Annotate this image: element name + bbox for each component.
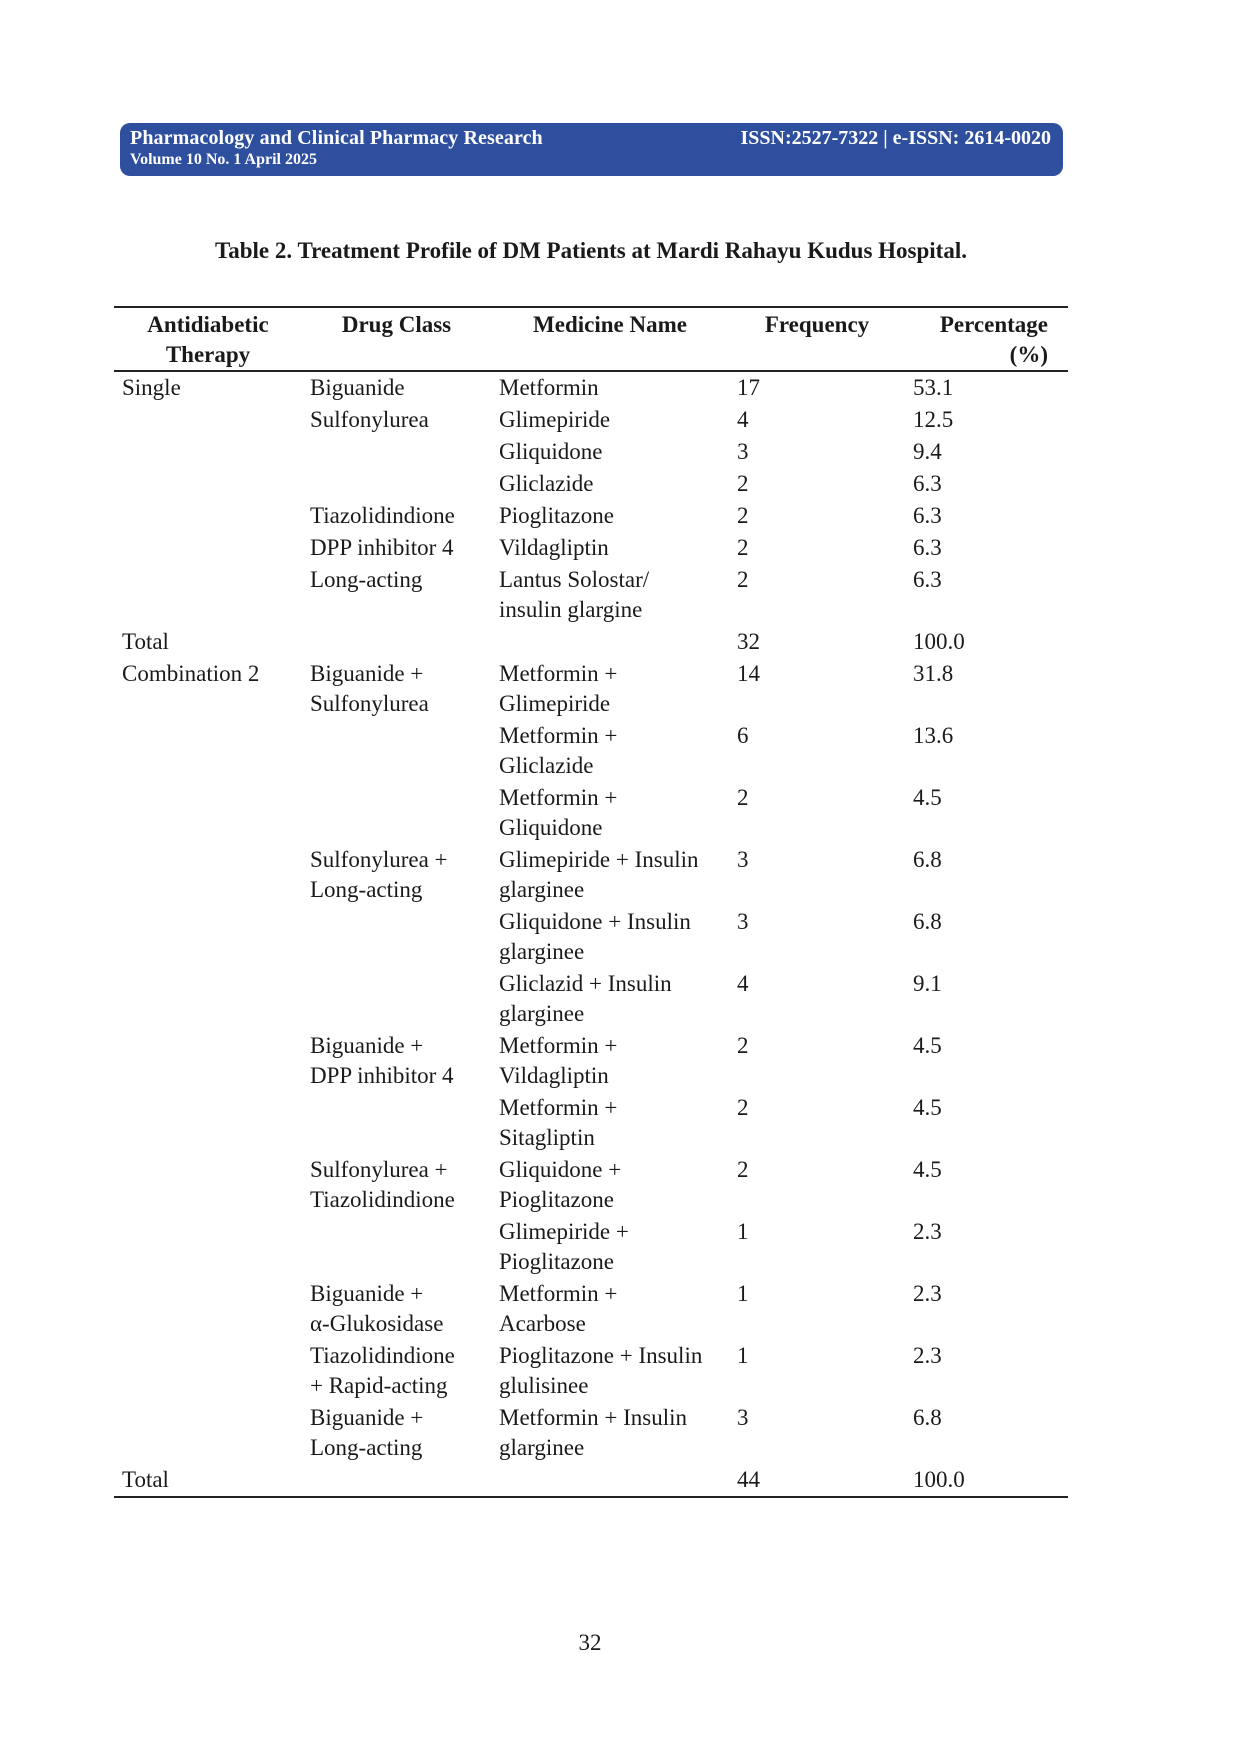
table-row: [114, 626, 1068, 658]
table-row: [114, 968, 1068, 1030]
cell-medicine-name: Vildagliptin: [499, 535, 609, 560]
cell-frequency: 2: [737, 471, 749, 496]
journal-issn: ISSN:2527-7322 | e-ISSN: 2614-0020: [740, 127, 1051, 149]
cell-frequency: 1: [737, 1219, 749, 1244]
table-row: [114, 1030, 1068, 1092]
cell-medicine-name: Glimepiride + Pioglitazone: [499, 1219, 629, 1274]
cell-drug-class: Biguanide: [310, 375, 405, 400]
cell-frequency: 4: [737, 407, 749, 432]
cell-drug-class: [302, 968, 491, 1030]
cell-drug-class: [302, 1216, 491, 1278]
table-row: [114, 468, 1068, 500]
header-drug-class: Drug Class: [341, 312, 452, 337]
page-number: 32: [578, 1630, 602, 1655]
cell-drug-class: Sulfonylurea: [310, 407, 429, 432]
cell-therapy: [114, 1340, 302, 1402]
cell-percentage: 4.5: [913, 1033, 942, 1058]
treatment-profile-table: [114, 306, 1068, 1498]
cell-therapy: Total: [122, 1467, 169, 1492]
table-row: [114, 404, 1068, 436]
cell-therapy: [114, 1154, 302, 1216]
cell-medicine-name: Metformin + Gliquidone: [499, 785, 618, 840]
table-header: [114, 307, 1068, 371]
cell-therapy: [114, 720, 302, 782]
cell-drug-class: [302, 782, 491, 844]
cell-percentage: 9.4: [913, 439, 942, 464]
cell-frequency: 2: [737, 1033, 749, 1058]
header-frequency: Frequency: [764, 312, 870, 337]
cell-medicine-name: Gliclazide: [499, 471, 594, 496]
cell-percentage: 6.8: [913, 1405, 942, 1430]
cell-therapy: Single: [122, 375, 181, 400]
table-row: [114, 1278, 1068, 1340]
cell-medicine-name: [491, 626, 729, 658]
cell-frequency: 6: [737, 723, 749, 748]
table-row: [114, 906, 1068, 968]
cell-drug-class: DPP inhibitor 4: [310, 535, 454, 560]
cell-drug-class: [302, 436, 491, 468]
table-row: [114, 500, 1068, 532]
cell-percentage: 2.3: [913, 1219, 942, 1244]
cell-drug-class: [302, 468, 491, 500]
cell-frequency: 1: [737, 1281, 749, 1306]
table-header-row: [114, 307, 1068, 371]
table-row: [114, 1216, 1068, 1278]
cell-therapy: [114, 532, 302, 564]
cell-therapy: [114, 1092, 302, 1154]
cell-frequency: 3: [737, 847, 749, 872]
cell-therapy: [114, 1402, 302, 1464]
cell-therapy: [114, 564, 302, 626]
cell-frequency: 2: [737, 1157, 749, 1182]
table-body: [114, 371, 1068, 1497]
table-row: [114, 436, 1068, 468]
cell-percentage: 6.3: [913, 535, 942, 560]
cell-percentage: 6.3: [913, 567, 942, 592]
cell-percentage: 9.1: [913, 971, 942, 996]
cell-medicine-name: Metformin + Vildagliptin: [499, 1033, 618, 1088]
cell-therapy: [114, 436, 302, 468]
cell-percentage: 6.8: [913, 847, 942, 872]
cell-frequency: 3: [737, 1405, 749, 1430]
cell-frequency: 14: [737, 661, 760, 686]
header-antidiabetic-therapy: Antidiabetic Therapy: [147, 312, 269, 367]
cell-medicine-name: Metformin + Gliclazide: [499, 723, 618, 778]
cell-percentage: 13.6: [913, 723, 954, 748]
cell-percentage: 6.8: [913, 909, 942, 934]
cell-drug-class: [302, 626, 491, 658]
cell-therapy: [114, 968, 302, 1030]
cell-medicine-name: Pioglitazone + Insulin glulisinee: [499, 1343, 703, 1398]
cell-frequency: 1: [737, 1343, 749, 1368]
cell-drug-class: Long-acting: [310, 567, 423, 592]
header-percentage: Percentage (%): [939, 312, 1048, 367]
cell-medicine-name: Metformin + Glimepiride: [499, 661, 618, 716]
cell-therapy: [114, 500, 302, 532]
journal-title: Pharmacology and Clinical Pharmacy Research: [130, 127, 543, 149]
cell-medicine-name: Metformin: [499, 375, 599, 400]
cell-therapy: Total: [122, 629, 169, 654]
cell-medicine-name: Gliquidone + Insulin glarginee: [499, 909, 691, 964]
cell-therapy: [114, 1278, 302, 1340]
cell-frequency: 2: [737, 535, 749, 560]
journal-header-banner: [120, 123, 1063, 176]
cell-percentage: 2.3: [913, 1343, 942, 1368]
table-row: [114, 720, 1068, 782]
table-row: [114, 371, 1068, 404]
cell-therapy: [114, 1030, 302, 1092]
table-row: [114, 1092, 1068, 1154]
cell-drug-class: [302, 1464, 491, 1497]
cell-medicine-name: Lantus Solostar/ insulin glargine: [499, 567, 650, 622]
cell-medicine-name: Gliquidone: [499, 439, 603, 464]
cell-medicine-name: Metformin + Acarbose: [499, 1281, 618, 1336]
cell-percentage: 6.3: [913, 503, 942, 528]
cell-drug-class: [302, 1092, 491, 1154]
cell-frequency: 2: [737, 567, 749, 592]
table-row: [114, 1402, 1068, 1464]
cell-medicine-name: Metformin + Sitagliptin: [499, 1095, 618, 1150]
cell-frequency: 2: [737, 785, 749, 810]
cell-therapy: [114, 906, 302, 968]
cell-frequency: 4: [737, 971, 749, 996]
cell-therapy: [114, 468, 302, 500]
cell-medicine-name: Glimepiride + Insulin glarginee: [499, 847, 699, 902]
cell-frequency: 32: [737, 629, 760, 654]
header-medicine-name: Medicine Name: [533, 312, 687, 337]
cell-drug-class: [302, 906, 491, 968]
cell-drug-class: [302, 720, 491, 782]
cell-frequency: 3: [737, 909, 749, 934]
cell-drug-class: Tiazolidindione + Rapid-acting: [310, 1343, 455, 1398]
cell-percentage: 100.0: [913, 1467, 965, 1492]
cell-drug-class: Tiazolidindione: [310, 503, 455, 528]
cell-drug-class: Biguanide + α-Glukosidase: [310, 1281, 444, 1336]
cell-frequency: 2: [737, 503, 749, 528]
cell-drug-class: Sulfonylurea + Tiazolidindione: [310, 1157, 455, 1212]
table-row: [114, 532, 1068, 564]
cell-percentage: 12.5: [913, 407, 954, 432]
cell-frequency: 17: [737, 375, 760, 400]
cell-frequency: 44: [737, 1467, 760, 1492]
cell-percentage: 53.1: [913, 375, 954, 400]
table-row: [114, 564, 1068, 626]
journal-volume: Volume 10 No. 1 April 2025: [130, 151, 317, 168]
cell-medicine-name: Gliquidone + Pioglitazone: [499, 1157, 622, 1212]
cell-drug-class: Sulfonylurea + Long-acting: [310, 847, 448, 902]
cell-drug-class: Biguanide + Long-acting: [310, 1405, 424, 1460]
cell-therapy: Combination 2: [122, 661, 260, 686]
cell-medicine-name: Pioglitazone: [499, 503, 614, 528]
cell-frequency: 2: [737, 1095, 749, 1120]
table-row: [114, 1464, 1068, 1497]
cell-frequency: 3: [737, 439, 749, 464]
table-row: [114, 1340, 1068, 1402]
table-caption: Table 2. Treatment Profile of DM Patients at Mardi Rahayu Kudus Hospital.: [215, 238, 967, 263]
cell-medicine-name: Gliclazid + Insulin glarginee: [499, 971, 672, 1026]
cell-percentage: 2.3: [913, 1281, 942, 1306]
table-row: [114, 658, 1068, 720]
cell-drug-class: Biguanide + Sulfonylurea: [310, 661, 429, 716]
cell-percentage: 31.8: [913, 661, 954, 686]
table-row: [114, 782, 1068, 844]
table-row: [114, 1154, 1068, 1216]
cell-therapy: [114, 844, 302, 906]
cell-therapy: [114, 404, 302, 436]
cell-percentage: 4.5: [913, 785, 942, 810]
cell-percentage: 100.0: [913, 629, 965, 654]
cell-percentage: 4.5: [913, 1157, 942, 1182]
cell-percentage: 6.3: [913, 471, 942, 496]
cell-drug-class: Biguanide + DPP inhibitor 4: [310, 1033, 454, 1088]
cell-medicine-name: [491, 1464, 729, 1497]
cell-therapy: [114, 782, 302, 844]
cell-medicine-name: Glimepiride: [499, 407, 611, 432]
table-row: [114, 844, 1068, 906]
cell-medicine-name: Metformin + Insulin glarginee: [499, 1405, 688, 1460]
cell-percentage: 4.5: [913, 1095, 942, 1120]
cell-therapy: [114, 1216, 302, 1278]
